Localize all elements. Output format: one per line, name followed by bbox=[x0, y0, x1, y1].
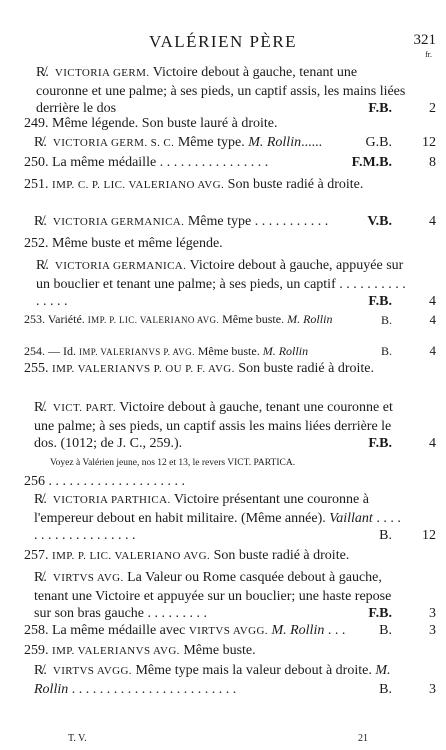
catalog-entry: R̸. VIRTVS AVG. La Valeur ou Rome casquée debout à gauche, tenant une Victoire et appuyée sur un bouclier; une haste repose sur son bras gauche . . . . . . . . . F.B. 3 bbox=[34, 570, 436, 622]
catalog-entry bbox=[24, 176, 406, 195]
coin-legend: IMP. VALERIANVS AVG. bbox=[52, 645, 180, 657]
rarity-grade: F.B. bbox=[368, 606, 392, 622]
rarity-grade: G.B. bbox=[365, 135, 392, 150]
rarity-grade: B. bbox=[379, 681, 392, 697]
price: 4 bbox=[429, 436, 436, 452]
entry-description: Son buste radié à droite. bbox=[238, 361, 374, 376]
catalog-entry: 250. La même médaille . . . . . . . . . . . . . . . . F.M.B. 8 bbox=[24, 155, 436, 170]
catalog-entry bbox=[24, 343, 436, 360]
coin-legend: VICTORIA GERM. S. C. bbox=[52, 137, 175, 149]
coin-legend: VIRTVS AVG. bbox=[52, 572, 124, 584]
catalog-entry: R̸. VICTORIA GERM. S. C. Même type. M. Rollin...... G.B. 12 bbox=[34, 135, 436, 150]
page-number: 321 bbox=[413, 32, 436, 48]
reverse-mark: R̸. bbox=[34, 570, 47, 585]
entry-number: 253. bbox=[24, 312, 45, 326]
catalog-entry: R̸. VICTORIA GERMANICA. Même type . . . . . . . . . . . V.B. 4 bbox=[34, 214, 436, 229]
entry-description: Même type. bbox=[177, 135, 245, 150]
reverse-mark: R̸. bbox=[34, 135, 47, 150]
reverse-mark: R̸. bbox=[34, 214, 47, 229]
catalog-entry bbox=[34, 399, 436, 453]
catalog-entry: R̸. VICTORIA PARTHICA. Victoire présentant une couronne à l'empereur debout en habit militaire. (Même année). Vaillant . . . . . . . . . . . . . . . . . . . B. 12 bbox=[34, 492, 436, 544]
entry-number: 258. bbox=[24, 623, 49, 638]
signature-mark: T. V. bbox=[68, 733, 87, 744]
page-header bbox=[0, 32, 446, 59]
entry-number: 249. bbox=[24, 116, 49, 131]
entry-description: Son buste radié à droite. bbox=[227, 177, 364, 192]
price: 4 bbox=[429, 294, 436, 310]
price: 3 bbox=[429, 606, 436, 622]
entry-number: 255. bbox=[24, 361, 49, 376]
entry-description: Variété. bbox=[47, 312, 85, 326]
entry-description: Même buste. bbox=[183, 643, 256, 658]
collector-name: M. Rollin bbox=[248, 135, 302, 150]
currency-unit: fr. bbox=[425, 50, 432, 59]
entry-number: 256 bbox=[24, 474, 45, 489]
entry-number: 259. bbox=[24, 643, 49, 658]
coin-legend: VIRTVS AVGG. bbox=[188, 625, 268, 637]
catalog-entry: 258. La même médaille avec VIRTVS AVGG. M. Rollin . . . B. 3 bbox=[24, 623, 436, 638]
entry-description: Victoire debout à gauche, tenant une couronne et une palme; à ses pieds, un captif assis les mains liées derrière le dos. (1012; de J. C., 259.). bbox=[34, 400, 393, 452]
rarity-grade: F.M.B. bbox=[351, 155, 392, 170]
catalog-entry: R̸. VICTORIA GERMANICA. Victoire debout à gauche, appuyée sur un bouclier et tenant une palme; à ses pieds, un captif . . . . . . . . . . . . . . . F.B. 4 bbox=[36, 258, 436, 310]
rarity-grade: F.B. bbox=[368, 294, 392, 310]
coin-legend: IMP. P. LIC. VALERIANO AVG. bbox=[52, 550, 211, 562]
entry-description: Victoire debout à gauche, tenant une couronne et une palme; à ses pieds, un captif assis, les mains liées derrière le dos bbox=[36, 65, 406, 117]
collector-name: M. Rollin bbox=[262, 344, 309, 358]
catalog-entry: R̸. VIRTVS AVGG. Même type mais la valeur debout à droite. M. Rollin . . . . . . . . . . . . . . . . . . . . . . . . B. 3 bbox=[34, 663, 436, 697]
rarity-grade: B. bbox=[379, 623, 392, 638]
entry-description: Victoire debout à gauche, appuyée sur un bouclier et tenant une palme; à ses pieds, un captif bbox=[36, 258, 404, 292]
reverse-mark: R̸. bbox=[34, 400, 47, 415]
entry-description: La même médaille avec bbox=[52, 623, 186, 638]
entry-description: Même type mais la valeur debout à droite. bbox=[135, 663, 372, 678]
reverse-mark: R̸. bbox=[34, 663, 47, 678]
coin-legend: VIRTVS AVGG. bbox=[52, 665, 132, 677]
catalog-entry bbox=[24, 642, 406, 661]
price: 12 bbox=[422, 135, 436, 150]
entry-number: 251. bbox=[24, 177, 49, 192]
rarity-grade: F.B. bbox=[368, 101, 392, 117]
collector-name: M. Rollin bbox=[271, 623, 325, 638]
price: 4 bbox=[429, 343, 436, 358]
entry-description: Même légende. Son buste lauré à droite. bbox=[52, 116, 278, 131]
coin-legend: IMP. VALERIANVS P. OU P. F. AVG. bbox=[52, 363, 235, 375]
coin-legend: IMP. VALERIANVS P. AVG. bbox=[79, 347, 195, 357]
catalog-entry: 256 . . . . . . . . . . . . . . . . . . . . bbox=[24, 474, 185, 489]
catalog-entry bbox=[24, 360, 406, 379]
entry-number: 254. bbox=[24, 344, 45, 358]
reverse-mark: R̸. bbox=[34, 492, 47, 507]
coin-legend: VICTORIA GERMANICA. bbox=[52, 216, 185, 228]
entry-description: La même médaille bbox=[52, 155, 157, 170]
rarity-grade: F.B. bbox=[368, 436, 392, 452]
sheet-number: 21 bbox=[358, 733, 368, 744]
cross-reference-note: Voyez à Valérien jeune, nos 12 et 13, le revers VICT. PARTICA. bbox=[50, 458, 296, 468]
rarity-grade: V.B. bbox=[367, 214, 392, 229]
entry-number: 257. bbox=[24, 548, 49, 563]
entry-description: Même buste et même légende. bbox=[52, 236, 223, 251]
catalog-entry bbox=[24, 547, 406, 566]
catalog-entry bbox=[36, 64, 436, 118]
rarity-grade: B. bbox=[380, 344, 392, 358]
price: 8 bbox=[429, 155, 436, 170]
catalog-entry bbox=[24, 311, 436, 328]
coin-legend: VICT. PART. bbox=[52, 402, 116, 414]
price: 4 bbox=[429, 312, 436, 327]
price: 2 bbox=[429, 101, 436, 117]
collector-name: M. Rollin bbox=[287, 312, 333, 326]
price: 4 bbox=[429, 214, 436, 229]
coin-legend: IMP. P. LIC. VALERIANO AVG. bbox=[87, 315, 220, 325]
entry-obverse: Même buste. bbox=[197, 344, 260, 358]
catalog-entry bbox=[24, 235, 406, 253]
entry-description: Victoire présentant une couronne à l'empereur debout en habit militaire. (Même année). bbox=[34, 492, 369, 526]
coin-legend: VICTORIA GERMANICA. bbox=[54, 260, 187, 272]
entry-description: Son buste radié à droite. bbox=[213, 548, 350, 563]
price: 3 bbox=[429, 681, 436, 697]
catalog-entry bbox=[24, 115, 406, 133]
collector-name: Vaillant bbox=[329, 510, 373, 526]
entry-description: La Valeur ou Rome casquée debout à gauche, tenant une Victoire et appuyée sur un bouclier; une haste repose sur son bras gauche bbox=[34, 570, 392, 622]
reverse-mark: R̸. bbox=[36, 258, 49, 273]
entry-obverse: Même buste. bbox=[222, 312, 285, 326]
price: 12 bbox=[422, 528, 436, 544]
rarity-grade: B. bbox=[380, 313, 392, 327]
running-title: VALÉRIEN PÈRE bbox=[148, 32, 298, 51]
coin-legend: IMP. C. P. LIC. VALERIANO AVG. bbox=[52, 179, 225, 191]
entry-number: 252. bbox=[24, 236, 49, 251]
reverse-mark: R̸. bbox=[36, 65, 49, 80]
coin-legend: VICTORIA PARTHICA. bbox=[52, 494, 171, 506]
page-footer bbox=[68, 733, 388, 744]
price: 3 bbox=[429, 623, 436, 638]
entry-description: Même type bbox=[187, 214, 252, 229]
collector-name: M. Rollin bbox=[34, 663, 391, 697]
entry-number: 250. bbox=[24, 155, 49, 170]
entry-description: — Id. bbox=[48, 344, 76, 358]
coin-legend: VICTORIA GERM. bbox=[54, 67, 150, 79]
rarity-grade: B. bbox=[379, 528, 392, 544]
